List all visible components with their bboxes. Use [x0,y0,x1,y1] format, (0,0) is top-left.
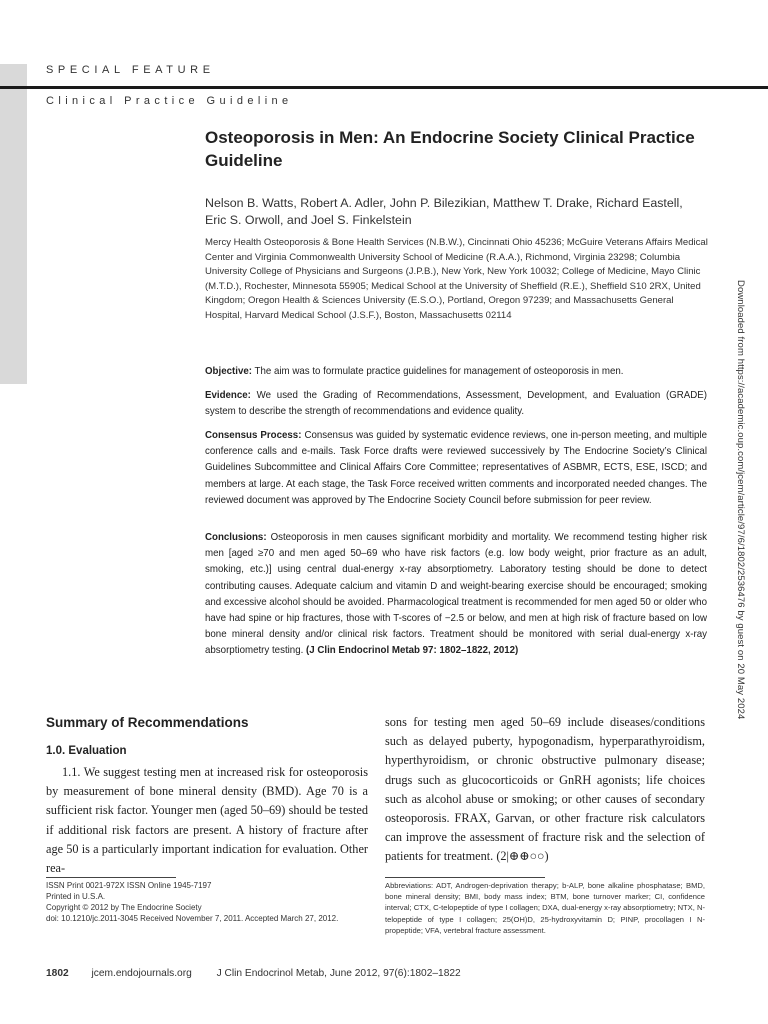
printed-line: Printed in U.S.A. [46,892,106,901]
page-footer [46,968,461,979]
consensus-label: Consensus Process: [205,430,302,441]
header-rule [0,86,768,89]
summary-heading: Summary of Recommendations [46,715,249,730]
journal-citation: J Clin Endocrinol Metab, June 2012, 97(6):1802–1822 [216,968,461,979]
footnote-rule-right [385,877,545,878]
objective-text: The aim was to formulate practice guidelines for management of osteoporosis in men. [254,366,624,377]
copyright-line: Copyright © 2012 by The Endocrine Society [46,903,202,912]
abstract-conclusions [205,530,707,660]
abstract-evidence [205,388,707,420]
affiliations: Mercy Health Osteoporosis & Bone Health Services (N.B.W.), Cincinnati Ohio 45236; McGuire Veterans Affairs Medical Center and Virginia Commonwealth University School of Medicine (R.A.A.), Richmond, Virginia 23298; Columbia University College of Physicians and Surgeons (J.P.B.), New York, New York 10032; College of Medicine, Mayo Clinic (M.T.D.), Rochester, Minnesota 55905; Medical School at the University of Sheffield (R.E.), Sheffield S10 2RX, United Kingdom; Oregon Health & Sciences University (E.S.O.), Portland, Oregon 97239; and Massachusetts General Hospital, Harvard Medical School (J.S.F.), Boston, Massachusetts 02114 [205,237,708,321]
journal-site: jcem.endojournals.org [91,968,192,979]
footnote-rule-left [46,877,176,878]
section-label: SPECIAL FEATURE [46,64,215,76]
side-tab-bar [0,64,27,384]
article-title: Osteoporosis in Men: An Endocrine Society Clinical Practice Guideline [205,128,695,170]
abbreviations-footnote: Abbreviations: ADT, Androgen-deprivation therapy; b-ALP, bone alkaline phosphatase; BMD, bone mineral density; BMI, body mass index; BTM, bone turnover marker; CI, confidence interval; CTX, C-telopeptide of type I collagen; DXA, dual-energy x-ray absorptiometry; NTX, N-telopeptide of type I collagen; 25(OH)D, 25-hydroxyvitamin D; PINP, procollagen I N-propeptide; VFA, vertebral fracture assessment. [385,881,705,935]
summary-left-column: 1.1. We suggest testing men at increased risk for osteoporosis by measurement of bone mineral density (BMD). Age 70 is a sufficient risk factor. Younger men (aged 50–69) should be tested if additional risk factors are present. A history of fracture after age 50 is a particularly important indication for evaluation. Other rea- [46,765,368,876]
evidence-text: We used the Grading of Recommendations, Assessment, Development, and Evaluation (GRADE) system to describe the strength of recommendations and evidence quality. [205,390,707,418]
conclusions-label: Conclusions: [205,532,267,543]
publication-info [46,880,376,924]
consensus-text: Consensus was guided by systematic evidence reviews, one in-person meeting, and multiple conference calls and e-mails. Task Force drafts were reviewed successively by The Endocrine Society’s Clinical Guidelines Subcommittee and Clinical Affairs Core Committee; representatives of ASBMR, ECTS, ESE, ISCD; and members at large. At each stage, the Task Force received written comments and incorporated needed changes. The reviewed document was approved by The Endocrine Society Council before submission for peer review. [205,430,708,506]
conclusions-text: Osteoporosis in men causes significant morbidity and mortality. We recommend testing higher risk men [aged ≥70 and men aged 50–69 who have risk factors (e.g. low body weight, prior fracture as an adult, smoking, etc.)] using central dual-energy x-ray absorptiometry. Laboratory testing should be done to detect contributing causes. Adequate calcium and vitamin D and weight-bearing exercise should be encouraged; smoking and excessive alcohol should be avoided. Pharmacological treatment is recommended for men aged 50 or older who have had spine or hip fractures, those with T-scores of −2.5 or below, and men at high risk of fracture based on low bone mineral density and/or clinical risk factors. Treatment should be monitored with serial dual-energy x-ray absorptiometry testing. [205,532,708,657]
objective-label: Objective: [205,366,252,377]
summary-right-column: sons for testing men aged 50–69 include diseases/conditions such as delayed puberty, hypogonadism, hyperparathyroidism, hyperthyroidism, or chronic obstructive pulmonary disease; drugs such as glucocorticoids or GnRH agonists; life choices such as alcohol abuse or smoking; or other causes of secondary osteoporosis. FRAX, Garvan, or other fracture risk calculators can improve the assessment of fracture risk and the selection of patients for treatment. (2|⊕⊕○○) [385,715,705,864]
subsection-label: Clinical Practice Guideline [46,95,293,107]
evaluation-subheading: 1.0. Evaluation [46,745,127,757]
doi-line: doi: 10.1210/jc.2011-3045 Received November 7, 2011. Accepted March 27, 2012. [46,914,339,923]
issn-line: ISSN Print 0021-972X ISSN Online 1945-7197 [46,881,212,890]
evidence-label: Evidence: [205,390,251,401]
abstract-citation: (J Clin Endocrinol Metab 97: 1802–1822, 2012) [306,645,519,657]
download-note: Downloaded from https://academic.oup.com/jcem/article/97/6/1802/2536476 by guest on 20 May 2024 [735,280,746,720]
page-number: 1802 [46,968,69,979]
abstract-objective [205,364,707,380]
author-list: Nelson B. Watts, Robert A. Adler, John P. Bilezikian, Matthew T. Drake, Richard Eastell, Eric S. Orwoll, and Joel S. Finkelstein [205,196,683,227]
abstract-consensus [205,428,707,509]
